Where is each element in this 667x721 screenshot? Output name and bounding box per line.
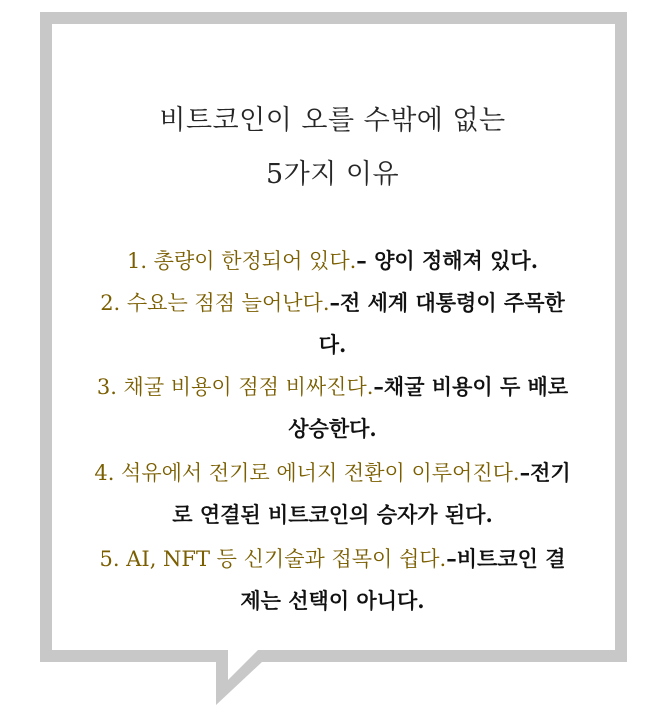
reason-item-3	[60, 366, 605, 408]
reason-4-body-cont: 로 연결된 비트코인의 승자가 된다.	[172, 502, 493, 527]
reason-item-5-cont	[60, 580, 605, 622]
reason-4-head: 4. 석유에서 전기로 에너지 전환이 이루어진다.	[94, 461, 520, 485]
reason-2-body-cont: 다.	[318, 332, 347, 357]
reason-item-2-cont	[60, 324, 605, 366]
reason-1-body: – 양이 정해져 있다.	[356, 248, 539, 273]
reason-item-2	[60, 282, 605, 324]
reason-2-head: 2. 수요는 점점 늘어난다.	[100, 291, 330, 315]
reason-item-1	[60, 240, 605, 282]
reason-3-body-cont: 상승한다.	[288, 416, 377, 441]
reason-1-head: 1. 총량이 한정되어 있다.	[126, 249, 357, 273]
reason-item-3-cont	[60, 408, 605, 450]
reason-item-5	[60, 538, 605, 580]
reason-2-body: –전 세계 대통령이 주목한	[329, 290, 565, 315]
reason-3-head: 3. 채굴 비용이 점점 비싸진다.	[96, 375, 374, 399]
reason-item-4	[60, 452, 605, 494]
reason-item-4-cont	[60, 494, 605, 536]
reason-5-head: 5. AI, NFT 등 신기술과 접목이 쉽다.	[99, 547, 447, 571]
title-line-2: 5가지 이유	[265, 159, 400, 190]
reason-3-body: –채굴 비용이 두 배로	[373, 374, 569, 399]
reason-5-body: –비트코인 결	[446, 546, 566, 571]
reason-4-body: –전기	[519, 460, 571, 485]
reason-5-body-cont: 제는 선택이 아니다.	[240, 588, 425, 613]
title-line-1: 비트코인이 오를 수밖에 없는	[159, 105, 506, 136]
